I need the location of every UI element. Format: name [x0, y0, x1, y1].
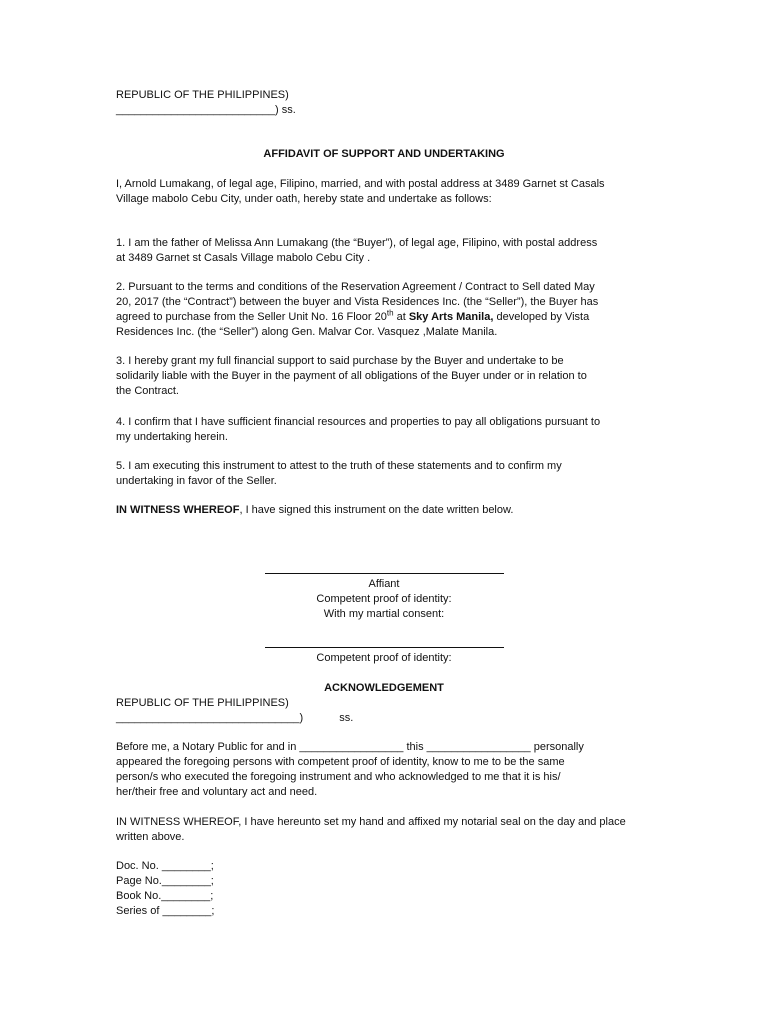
spouse-signature-line [265, 647, 504, 648]
ordinal-suffix: th [386, 308, 394, 318]
witness-text: , I have signed this instrument on the date written below. [239, 504, 514, 516]
ack-line: appeared the foregoing persons with competent proof of identity, know to me to be the same [116, 756, 565, 768]
ack-ss-blank: ______________________________) [116, 712, 304, 724]
book-number: Book No.________; [116, 890, 214, 902]
developer-text: developed by Vista [493, 311, 590, 323]
witness-statement [116, 503, 656, 518]
paragraph-5 [116, 459, 656, 489]
doc-number: Doc. No. ________; [116, 860, 214, 872]
proof-of-identity-2: Competent proof of identity: [316, 652, 452, 664]
paragraph-line: solidarily liable with the Buyer in the payment of all obligations of the Buyer under or in relation to [116, 370, 587, 382]
ack-witness-line: IN WITNESS WHEREOF, I have hereunto set my hand and affixed my notarial seal on the day and place [116, 816, 626, 828]
paragraph-line: my undertaking herein. [116, 431, 228, 443]
paragraph-line: 5. I am executing this instrument to attest to the truth of these statements and to confirm my [116, 460, 562, 472]
intro-line: I, Arnold Lumakang, of legal age, Filipino, married, and with postal address at 3489 Garnet st Casals [116, 178, 605, 190]
ack-line: Before me, a Notary Public for and in _________________ this _________________ personally [116, 741, 584, 753]
witness-bold: IN WITNESS WHEREOF [116, 504, 240, 516]
page-number: Page No.________; [116, 875, 214, 887]
acknowledgement-title: ACKNOWLEDGEMENT [324, 682, 444, 694]
ack-ss-line [116, 711, 656, 726]
paragraph-4 [116, 415, 656, 445]
paragraph-line: at 3489 Garnet st Casals Village mabolo Cebu City . [116, 252, 371, 264]
paragraph-line: the Contract. [116, 385, 179, 397]
paragraph-line: undertaking in favor of the Seller. [116, 475, 277, 487]
intro-paragraph [116, 177, 656, 207]
ack-line: person/s who executed the foregoing instrument and who acknowledged to me that it is his/ [116, 771, 561, 783]
ack-header [116, 696, 656, 726]
paragraph-line: 3. I hereby grant my full financial support to said purchase by the Buyer and undertake to be [116, 355, 564, 367]
paragraph-2 [116, 280, 656, 340]
consent-label: With my martial consent: [323, 608, 445, 620]
paragraph-line [116, 310, 656, 325]
ack-witness-line: written above. [116, 831, 185, 843]
ack-ss: ss. [339, 712, 354, 724]
republic-line: REPUBLIC OF THE PHILIPPINES) [116, 89, 289, 101]
header-block [116, 88, 656, 118]
paragraph-3 [116, 354, 656, 399]
affiant-label: Affiant [368, 578, 400, 590]
paragraph-line: 4. I confirm that I have sufficient financial resources and properties to pay all obligations pursuant to [116, 416, 601, 428]
ack-witness [116, 815, 656, 845]
series-year: Series of ________; [116, 905, 215, 917]
proof-of-identity-1: Competent proof of identity: [316, 593, 452, 605]
ack-paragraph [116, 740, 656, 800]
at-text: at [393, 311, 409, 323]
paragraph-1 [116, 236, 656, 266]
paragraph-line: Residences Inc. (the “Seller”) along Gen. Malvar Cor. Vasquez ,Malate Manila. [116, 326, 498, 338]
unit-text: agreed to purchase from the Seller Unit No. 16 Floor 20 [116, 311, 387, 323]
paragraph-line: 2. Pursuant to the terms and conditions of the Reservation Agreement / Contract to Sell dated May [116, 281, 595, 293]
affiant-signature-line [265, 573, 504, 574]
ack-republic-line: REPUBLIC OF THE PHILIPPINES) [116, 697, 289, 709]
ss-line: __________________________) ss. [116, 104, 296, 116]
notary-register [116, 859, 656, 919]
paragraph-line: 20, 2017 (the “Contract”) between the buyer and Vista Residences Inc. (the “Seller”), the Buyer has [116, 296, 599, 308]
paragraph-line: 1. I am the father of Melissa Ann Lumakang (the “Buyer”), of legal age, Filipino, with postal address [116, 237, 598, 249]
ack-line: her/their free and voluntary act and need. [116, 786, 318, 798]
project-name: Sky Arts Manila, [408, 311, 494, 323]
intro-line: Village mabolo Cebu City, under oath, hereby state and undertake as follows: [116, 193, 492, 205]
document-title: AFFIDAVIT OF SUPPORT AND UNDERTAKING [263, 148, 505, 160]
